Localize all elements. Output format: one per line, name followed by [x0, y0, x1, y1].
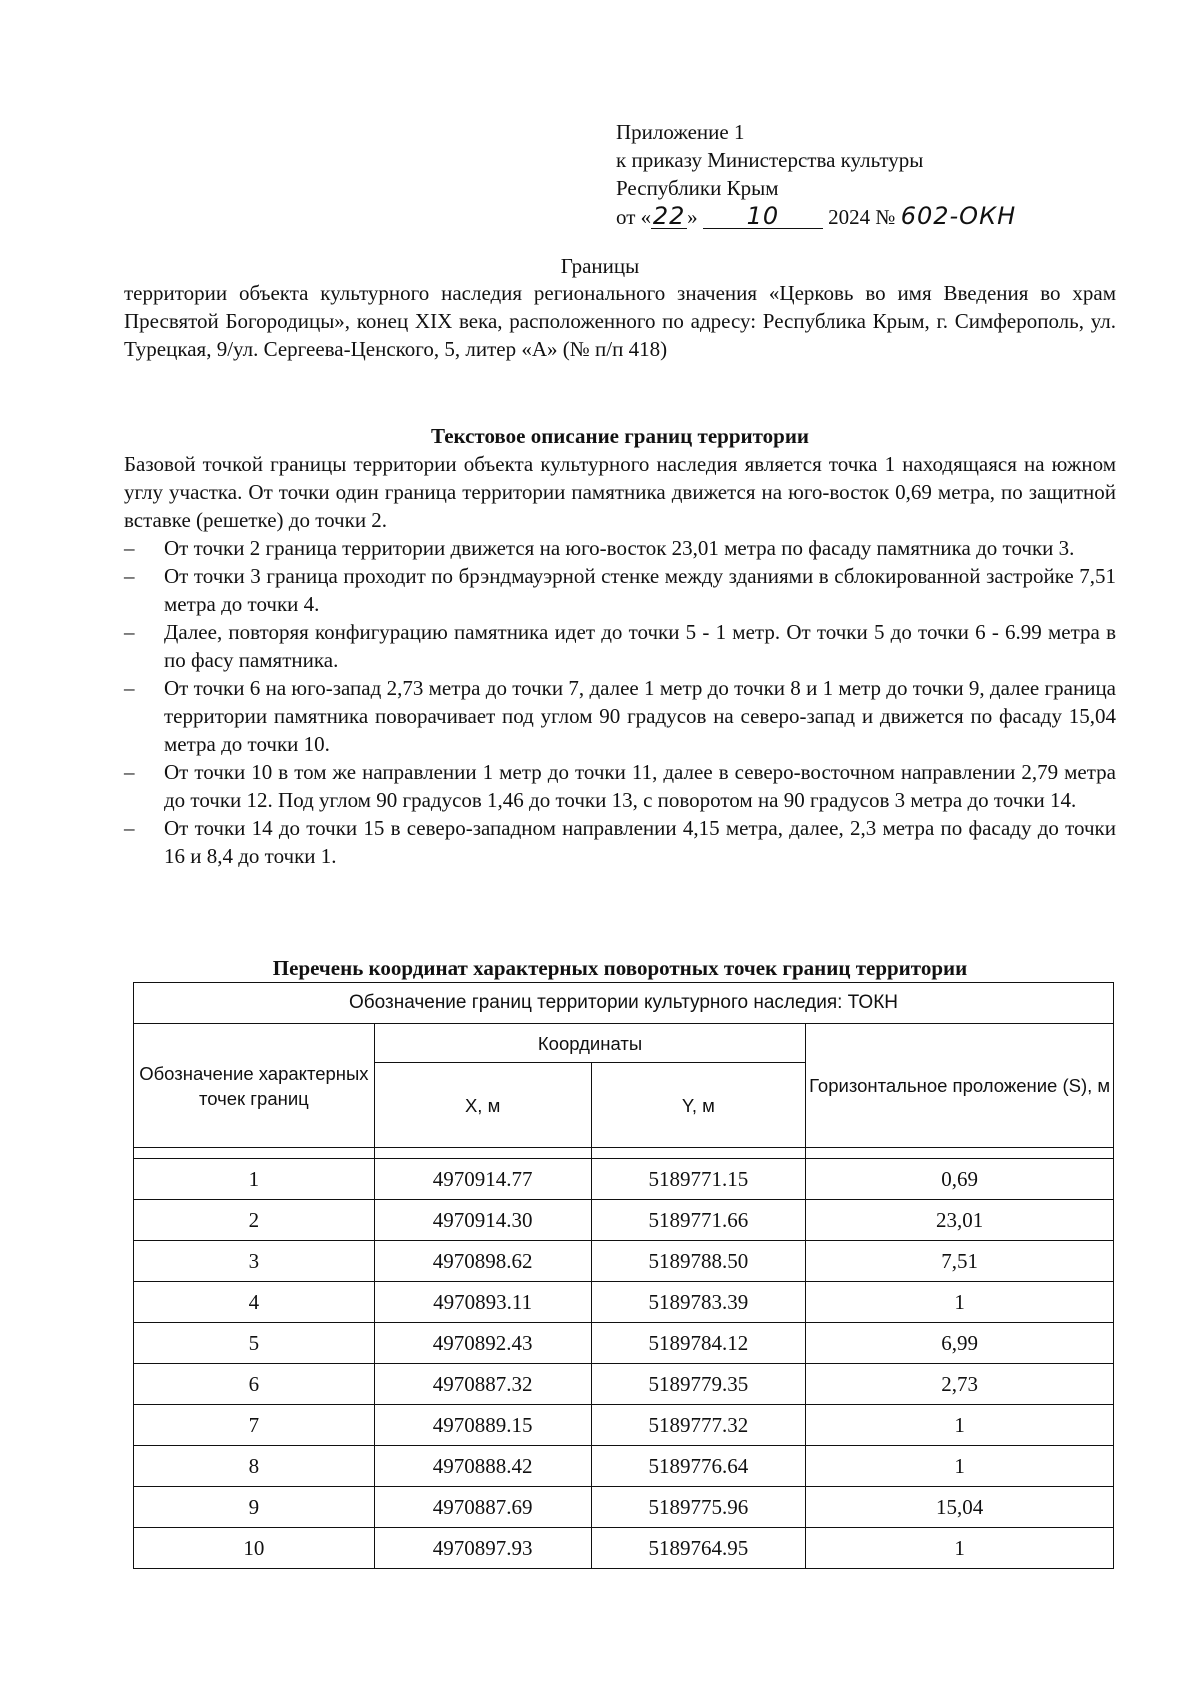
cell-x: 4970892.43 [374, 1323, 591, 1364]
annex-header [616, 118, 1136, 231]
date-mid: » [687, 205, 698, 229]
list-item: – От точки 6 на юго-запад 2,73 метра до точки 7, далее 1 метр до точки 8 и 1 метр до точки 9, далее граница территории памятника поворачивает под углом 90 градусов на северо-запад и движется по фасаду 15,04 метра до точки 10. [124, 676, 1116, 756]
table-row [134, 1405, 1114, 1446]
cell-point: 6 [134, 1364, 375, 1405]
page-title: Границы [560, 254, 640, 278]
cell-x: 4970914.77 [374, 1159, 591, 1200]
cell-x: 4970897.93 [374, 1528, 591, 1569]
cell-y: 5189764.95 [591, 1528, 806, 1569]
cell-x: 4970914.30 [374, 1200, 591, 1241]
cell-point: 10 [134, 1528, 375, 1569]
annex-date-line [616, 202, 1136, 231]
cell-distance: 0,69 [806, 1159, 1114, 1200]
dash-marker: – [124, 620, 135, 644]
table-caption: Обозначение границ территории культурного наследия: ТОКН [134, 983, 1114, 1024]
table-row [134, 1241, 1114, 1282]
table-row [134, 1528, 1114, 1569]
annex-line-2: к приказу Министерства культуры [616, 148, 924, 172]
dash-marker: – [124, 536, 135, 560]
cell-distance: 23,01 [806, 1200, 1114, 1241]
cell-y: 5189775.96 [591, 1487, 806, 1528]
cell-distance: 1 [806, 1282, 1114, 1323]
date-year: 2024 № [828, 205, 896, 229]
dash-marker: – [124, 816, 135, 840]
cell-x: 4970893.11 [374, 1282, 591, 1323]
list-item: – От точки 3 граница проходит по брэндмауэрной стенке между зданиями в сблокированной застройке 7,51 метра до точки 4. [124, 564, 1116, 616]
cell-point: 8 [134, 1446, 375, 1487]
table-row [134, 1200, 1114, 1241]
annex-line-1: Приложение 1 [616, 120, 745, 144]
cell-x: 4970887.69 [374, 1487, 591, 1528]
cell-point: 7 [134, 1405, 375, 1446]
section-heading-coordinates: Перечень координат характерных поворотных точек границ территории [272, 956, 968, 980]
table-spacer [134, 1148, 1114, 1159]
coordinates-table [133, 982, 1114, 1569]
header-coordinates: Координаты [374, 1024, 806, 1063]
description-list [124, 534, 1116, 870]
dash-marker: – [124, 760, 135, 784]
annex-line-3: Республики Крым [616, 176, 779, 200]
cell-y: 5189771.66 [591, 1200, 806, 1241]
dash-marker: – [124, 676, 135, 700]
date-day: 22 [652, 202, 686, 230]
list-item: – Далее, повторяя конфигурацию памятника идет до точки 5 - 1 метр. От точки 5 до точки 6 - 6.99 метра в по фасу памятника. [124, 620, 1116, 672]
cell-distance: 1 [806, 1528, 1114, 1569]
table-row [134, 1487, 1114, 1528]
cell-point: 4 [134, 1282, 375, 1323]
table-row [134, 1323, 1114, 1364]
table-row [134, 1364, 1114, 1405]
page-subtitle: территории объекта культурного наследия регионального значения «Церковь во имя Введения во храм Пресвятой Богородицы», конец XIX века, расположенного по адресу: Республика Крым, г. Симферополь, ул. Турецкая, 9/ул. Сергеева-Ценского, 5, литер «А» (№ п/п 418) [124, 281, 1116, 361]
table-row [134, 1159, 1114, 1200]
list-item: – От точки 14 до точки 15 в северо-западном направлении 4,15 метра, далее, 2,3 метра по фасаду до точки 16 и 8,4 до точки 1. [124, 816, 1116, 868]
date-month: 10 [703, 204, 823, 229]
table-body [134, 1148, 1114, 1569]
description-intro: Базовой точкой границы территории объекта культурного наследия является точка 1 находящаяся на южном углу участка. От точки один граница территории памятника движется на юго-восток 0,69 метра, по защитной вставке (решетке) до точки 2. [124, 452, 1116, 532]
cell-distance: 1 [806, 1405, 1114, 1446]
cell-distance: 7,51 [806, 1241, 1114, 1282]
cell-distance: 6,99 [806, 1323, 1114, 1364]
list-item: – От точки 10 в том же направлении 1 метр до точки 11, далее в северо-восточном направлении 2,79 метра до точки 12. Под углом 90 градусов 1,46 до точки 13, с поворотом на 90 градусов 3 метра до точки 14. [124, 760, 1116, 812]
cell-x: 4970888.42 [374, 1446, 591, 1487]
cell-distance: 2,73 [806, 1364, 1114, 1405]
cell-point: 1 [134, 1159, 375, 1200]
section-heading-description: Текстовое описание границ территории [430, 424, 810, 448]
date-prefix: от « [616, 205, 652, 229]
cell-y: 5189776.64 [591, 1446, 806, 1487]
cell-y: 5189784.12 [591, 1323, 806, 1364]
header-x: X, м [374, 1063, 591, 1148]
order-number: 602-ОКН [900, 202, 1017, 230]
dash-marker: – [124, 564, 135, 588]
cell-point: 2 [134, 1200, 375, 1241]
header-point: Обозначение характерных точек границ [134, 1024, 375, 1148]
cell-y: 5189783.39 [591, 1282, 806, 1323]
header-y: Y, м [591, 1063, 806, 1148]
cell-x: 4970898.62 [374, 1241, 591, 1282]
cell-y: 5189771.15 [591, 1159, 806, 1200]
list-item: – От точки 2 граница территории движется на юго-восток 23,01 метра по фасаду памятника до точки 3. [124, 536, 1075, 560]
cell-y: 5189788.50 [591, 1241, 806, 1282]
table-row [134, 1446, 1114, 1487]
cell-x: 4970887.32 [374, 1364, 591, 1405]
table-row [134, 1282, 1114, 1323]
header-distance: Горизонтальное проложение (S), м [806, 1024, 1114, 1148]
cell-distance: 1 [806, 1446, 1114, 1487]
cell-point: 3 [134, 1241, 375, 1282]
cell-point: 9 [134, 1487, 375, 1528]
cell-distance: 15,04 [806, 1487, 1114, 1528]
cell-y: 5189777.32 [591, 1405, 806, 1446]
cell-y: 5189779.35 [591, 1364, 806, 1405]
cell-x: 4970889.15 [374, 1405, 591, 1446]
cell-point: 5 [134, 1323, 375, 1364]
